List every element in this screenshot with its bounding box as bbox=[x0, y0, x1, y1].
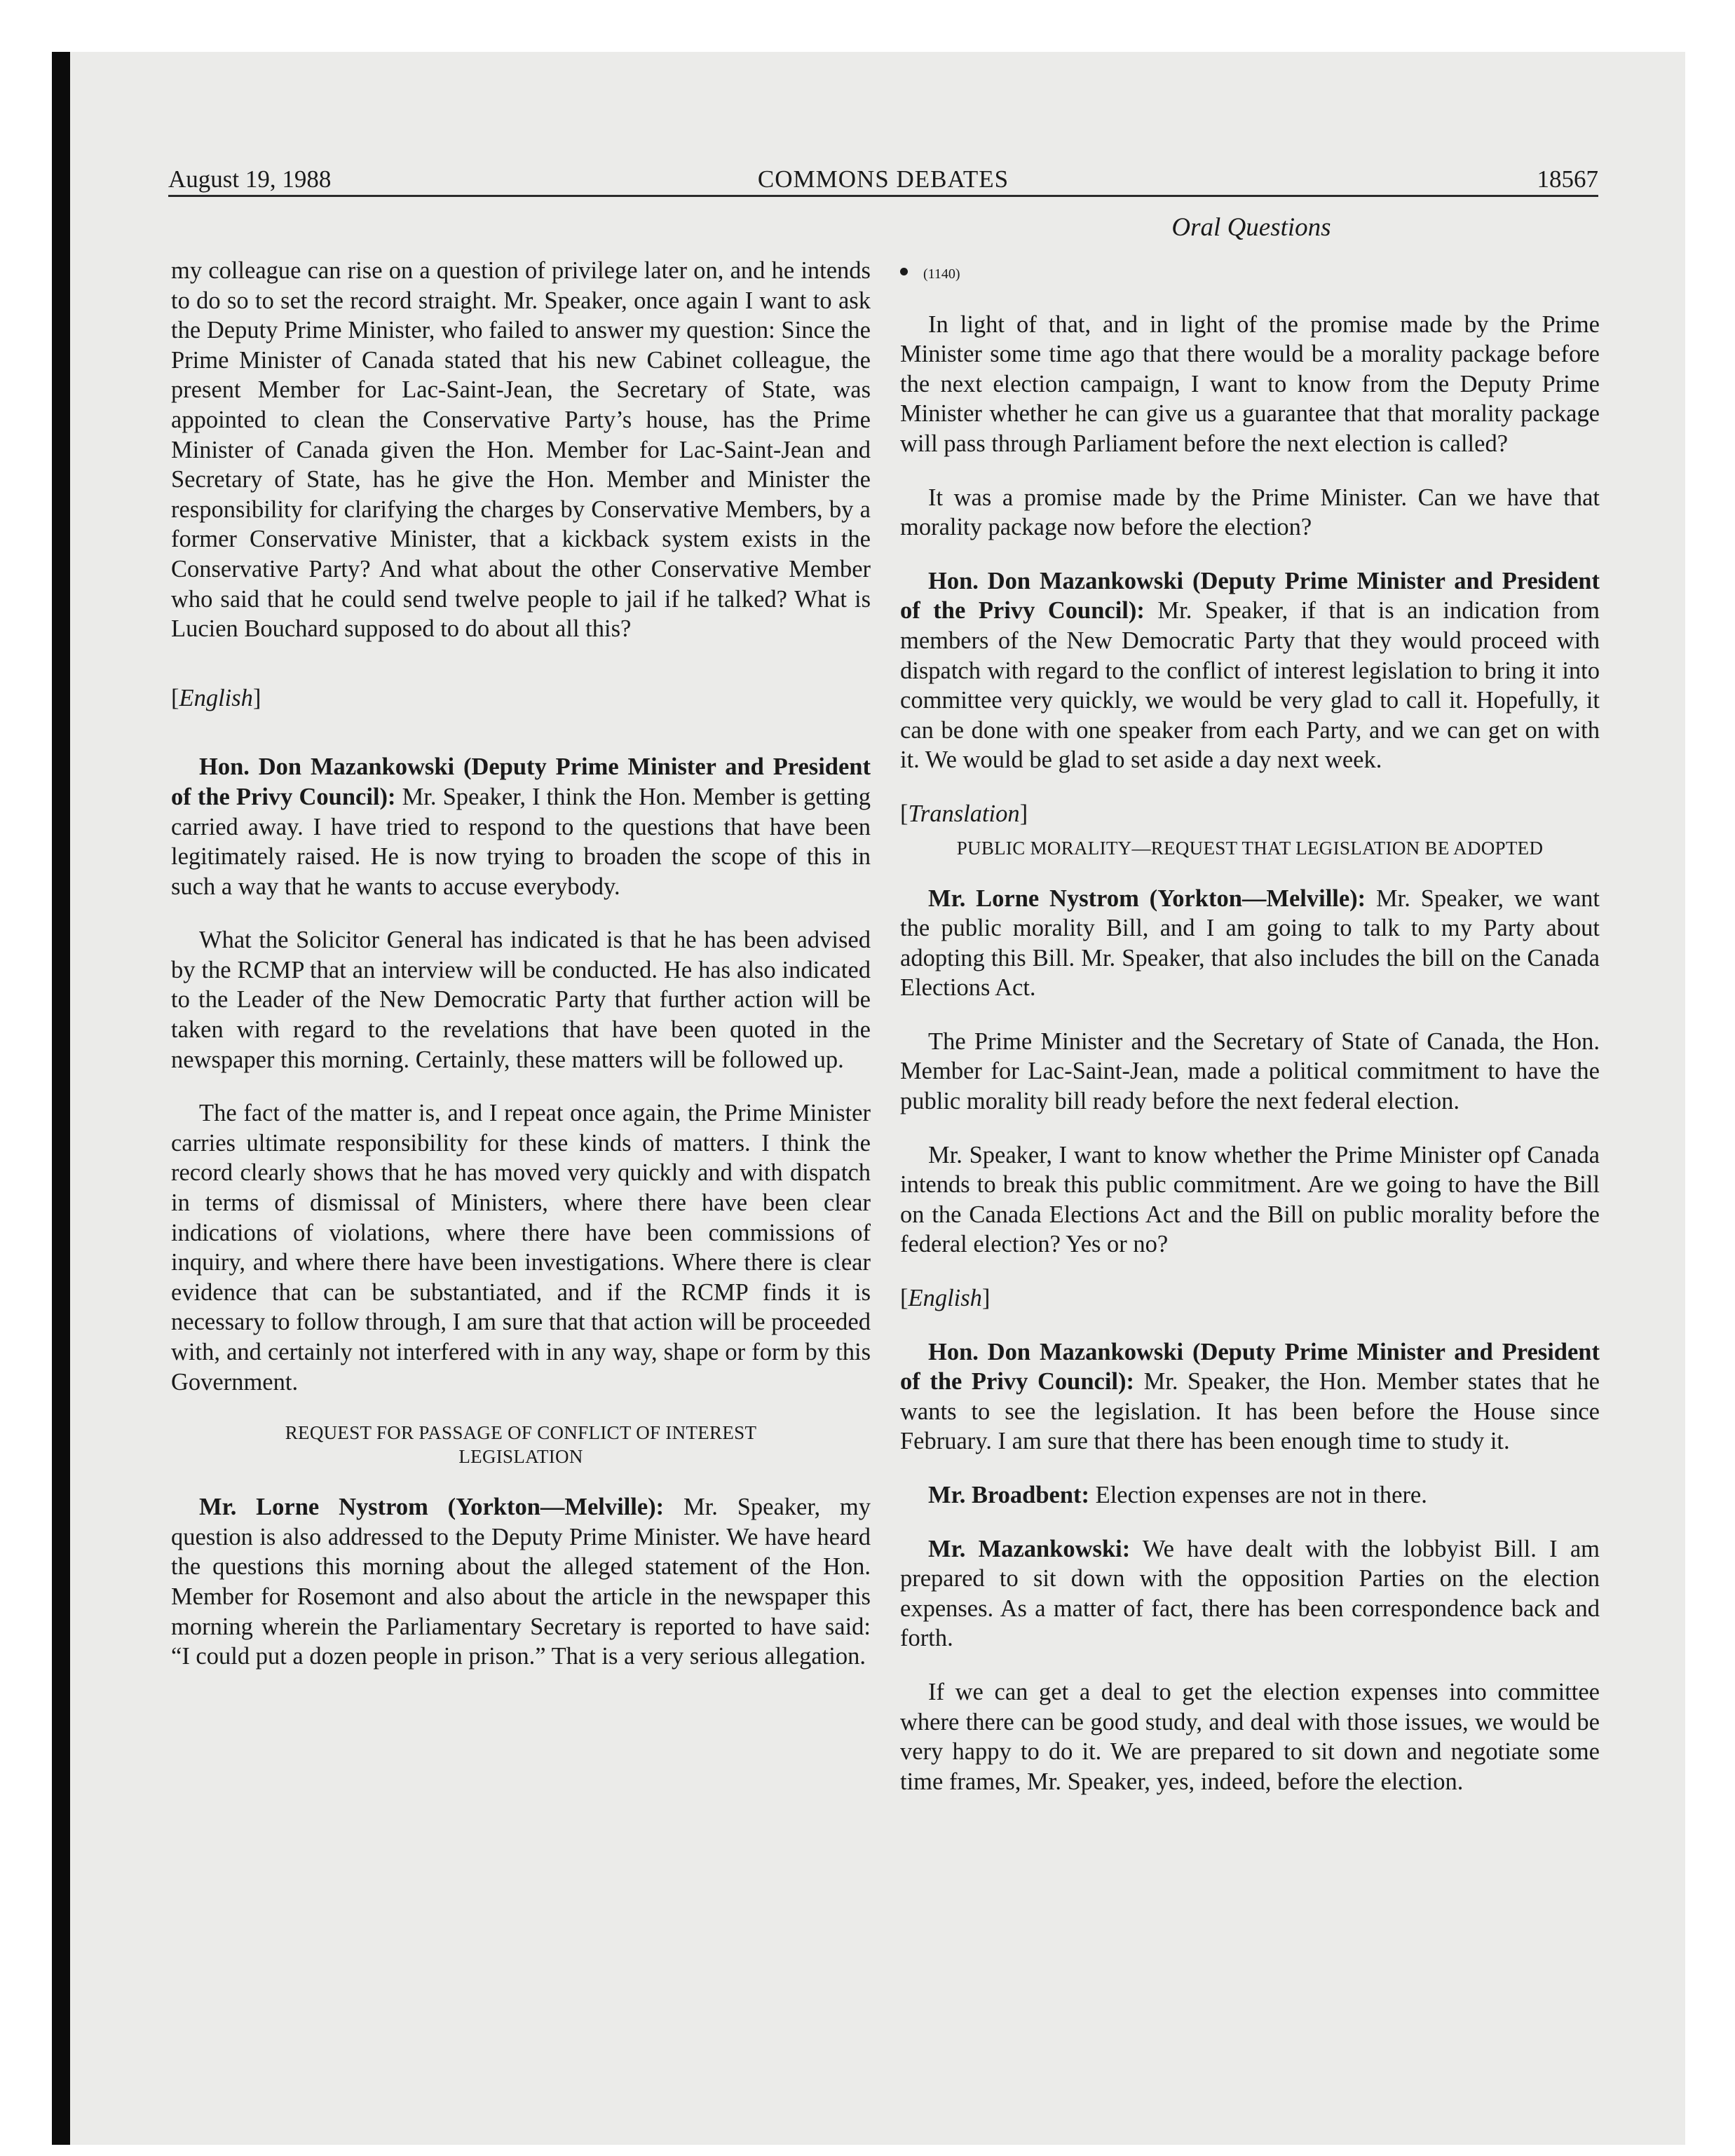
speech-text: Mr. Speaker, I think the Hon. Member is getting carried away. I have tried to respond to the questions that have been legitimately raised. He is now trying to broaden the scope of this in such a way that he wants to accuse everybody. bbox=[171, 783, 871, 900]
language-label: Translation bbox=[908, 800, 1020, 827]
speech-text: Mr. Speaker, the Hon. Member states that he wants to see the legislation. It has been before the House since February. I am sure that there has been enough time to study it. bbox=[900, 1368, 1600, 1455]
time-stamp: (1140) bbox=[923, 266, 960, 282]
speech-text: Mr. Speaker, we want the public morality Bill, and I am going to talk to my Party about adopting this Bill. Mr. Speaker, that also includes the bill on the Canada Elections Act. bbox=[900, 885, 1600, 1002]
speaker-name: Hon. Don Mazankowski (Deputy Prime Minister and President of the Privy Council): bbox=[900, 567, 1600, 625]
speaker-name: Mr. Lorne Nystrom (Yorkton—Melville): bbox=[928, 885, 1366, 912]
speaker-name: Hon. Don Mazankowski (Deputy Prime Minister and President of the Privy Council): bbox=[900, 1338, 1600, 1396]
paragraph: If we can get a deal to get the election expenses into committee where there can be good study, and deal with those issues, we would be very happy to do it. We are prepared to sit down and negotiate some time frames, Mr. Speaker, yes, indeed, before the election. bbox=[900, 1678, 1600, 1795]
section-heading: PUBLIC MORALITY—REQUEST THAT LEGISLATION BE ADOPTED bbox=[956, 837, 1544, 859]
right-column bbox=[900, 256, 1600, 1796]
section-heading bbox=[171, 1421, 871, 1468]
header-date: August 19, 1988 bbox=[168, 165, 332, 193]
language-label: English bbox=[179, 684, 253, 711]
page-header bbox=[168, 160, 1598, 199]
paragraph: In light of that, and in light of the promise made by the Prime Minister some time ago that there would be a morality package before the next election campaign, I want to know from the Deputy Prime Minister whether he can give us a guarantee that that morality package will pass through Parliament before the next election is called? bbox=[900, 311, 1600, 457]
paragraph bbox=[900, 1534, 1600, 1653]
heading-line: REQUEST FOR PASSAGE OF CONFLICT OF INTEREST bbox=[285, 1422, 757, 1444]
paragraph bbox=[900, 566, 1600, 775]
paragraph: my colleague can rise on a question of privilege later on, and he intends to do so to set the record straight. Mr. Speaker, once again I want to ask the Deputy Prime Minister, who failed to answer my question: Since the Prime Minister of Canada stated that his new Cabinet colleague, the present Member for Lac-Saint-Jean, the Secretary of State, was appointed to clean the Conservative Party’s house, has the Prime Minister of Canada given the Hon. Member for Lac-Saint-Jean and Secretary of State, has he give the Hon. Member and Minister the responsibility for clarifying the charges by Conservative Members, by a former Conservative Minister, that a kickback system exists in the Conservative Party? And what about the other Conservative Member who said that he could send twelve people to jail if he talked? What is Lucien Bouchard supposed to do about all this? bbox=[171, 257, 871, 643]
header-rule bbox=[168, 195, 1598, 197]
paragraph: It was a promise made by the Prime Minister. Can we have that morality package now before the election? bbox=[900, 484, 1600, 541]
header-page-number: 18567 bbox=[1537, 165, 1598, 193]
bullet-icon bbox=[900, 268, 908, 275]
paragraph: The Prime Minister and the Secretary of State of Canada, the Hon. Member for Lac-Saint-Jean, made a political commitment to have the public morality bill ready before the next federal election. bbox=[900, 1028, 1600, 1115]
header-title: COMMONS DEBATES bbox=[757, 165, 1009, 193]
speech-text: Mr. Speaker, my question is also addressed to the Deputy Prime Minister. We have heard the questions this morning about the alleged statement of the Hon. Member for Rosemont and also about the article in the newspaper this morning wherein the Parliamentary Secretary is reported to have said: “I could put a dozen people in prison.” That is a very serious allegation. bbox=[171, 1494, 871, 1670]
speaker-name: Hon. Don Mazankowski (Deputy Prime Minister and President of the Privy Council): bbox=[171, 753, 871, 810]
paragraph bbox=[900, 884, 1600, 1003]
speech-text: We have dealt with the lobbyist Bill. I am prepared to sit down with the opposition Parties on the election expenses. As a matter of fact, there has been correspondence back and forth. bbox=[900, 1535, 1600, 1652]
speech-text: Mr. Speaker, if that is an indication from members of the New Democratic Party that they would proceed with dispatch with regard to the conflict of interest legislation to bring it into committee very quickly, we would be very glad to call it. Hopefully, it can be done with one speaker from each Party, and we can get on with it. We would be glad to set aside a day next week. bbox=[900, 597, 1600, 774]
left-column bbox=[171, 256, 871, 1672]
speech-text: Election expenses are not in there. bbox=[1089, 1482, 1427, 1508]
paragraph bbox=[171, 752, 871, 901]
language-marker: [English] bbox=[900, 1285, 991, 1312]
language-label: English bbox=[908, 1285, 982, 1312]
scan-edge-bar bbox=[52, 52, 70, 2145]
paragraph bbox=[171, 1492, 871, 1672]
section-label: Oral Questions bbox=[1171, 213, 1331, 242]
paragraph: The fact of the matter is, and I repeat once again, the Prime Minister carries ultimate responsibility for these kinds of matters. I think the record clearly shows that he has moved very quickly and with dispatch in terms of dismissal of Ministers, where there have been clear indications of violations, where there have been commissions of inquiry, and where there have been investigations. Where there is clear evidence that can be substantiated, and if the RCMP finds it is necessary to follow through, I am sure that that action will be proceeded with, and certainly not interfered with in any way, shape or form by this Government. bbox=[171, 1100, 871, 1396]
time-marker bbox=[900, 256, 1600, 286]
paragraph: Mr. Speaker, I want to know whether the Prime Minister opf Canada intends to break this public commitment. Are we going to have the Bill on the Canada Elections Act and the Bill on public morality before the federal election? Yes or no? bbox=[900, 1141, 1600, 1258]
language-marker: [English] bbox=[171, 684, 261, 711]
paragraph bbox=[900, 1337, 1600, 1456]
speaker-name: Mr. Broadbent: bbox=[928, 1482, 1090, 1508]
paragraph: What the Solicitor General has indicated is that he has been advised by the RCMP that an interview will be conducted. He has also indicated to the Leader of the New Democratic Party that further action will be taken with regard to the revelations that have been quoted in the newspaper this morning. Certainly, these matters will be followed up. bbox=[171, 927, 871, 1073]
speaker-name: Mr. Mazankowski: bbox=[928, 1535, 1131, 1562]
speaker-name: Mr. Lorne Nystrom (Yorkton—Melville): bbox=[199, 1494, 665, 1521]
language-marker: [Translation] bbox=[900, 800, 1028, 827]
paragraph bbox=[900, 1480, 1600, 1510]
heading-line: LEGISLATION bbox=[458, 1446, 583, 1468]
